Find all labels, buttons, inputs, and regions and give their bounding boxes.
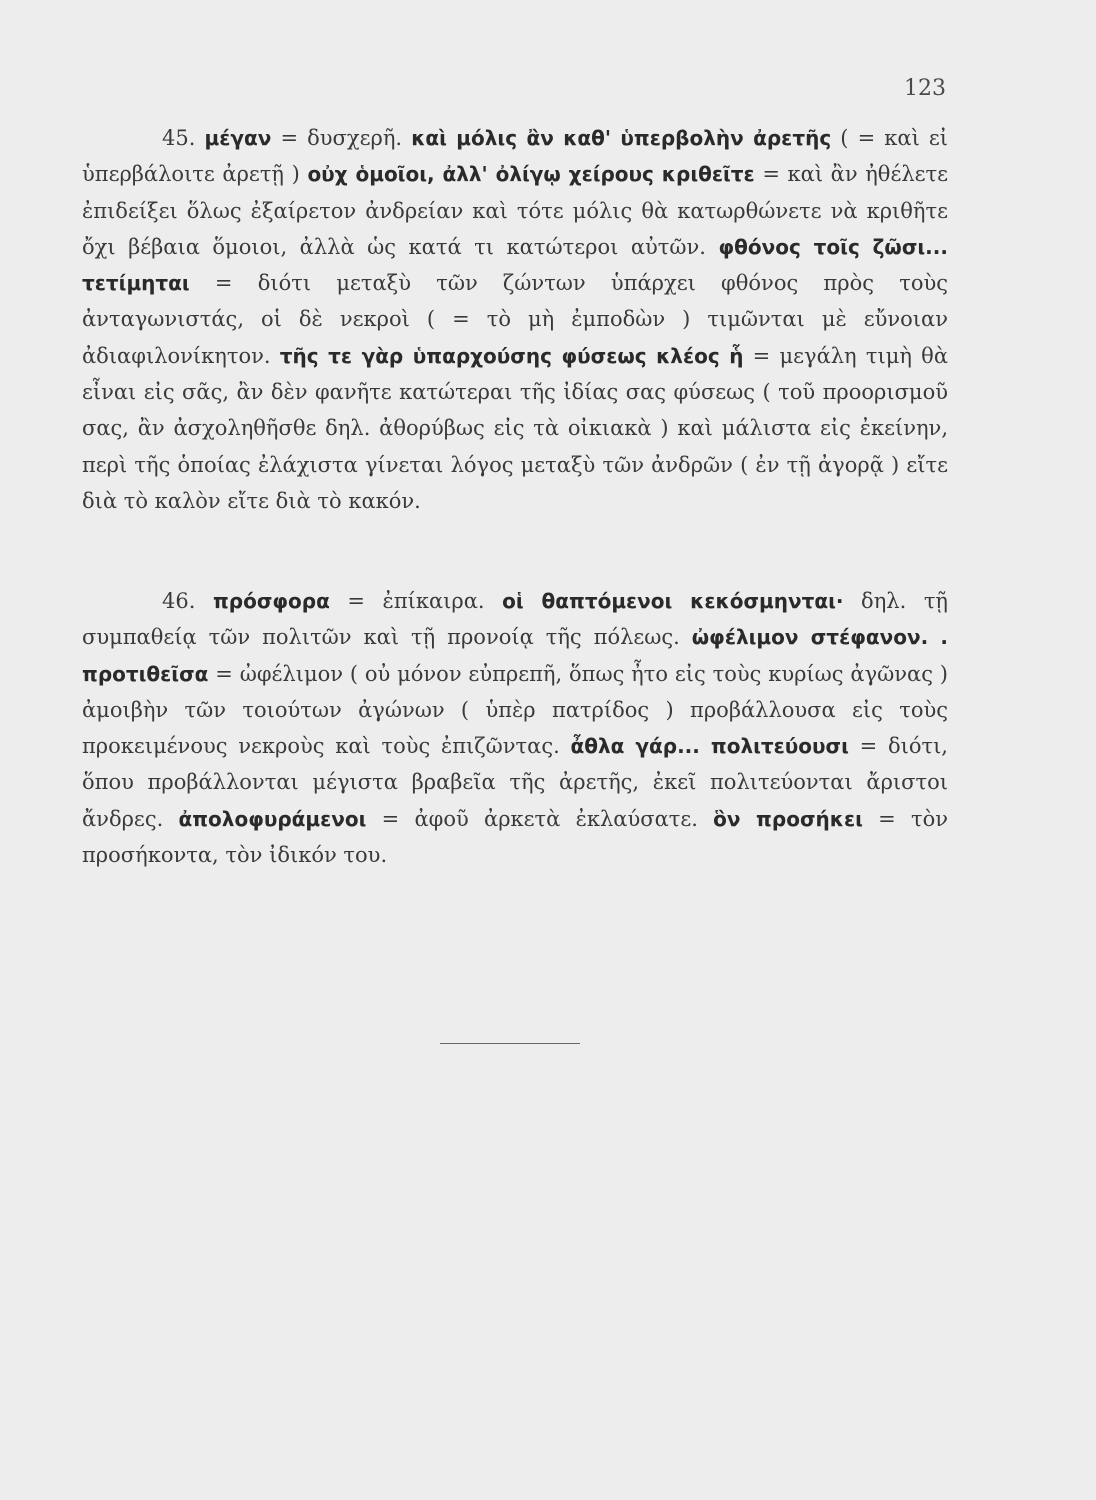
lemma-text: οἱ θαπτόμενοι κεκόσμηνται·: [502, 589, 844, 613]
lemma-text: οὐχ ὁμοῖοι, ἀλλ' ὀλίγῳ χείρους κριθεῖτε: [307, 162, 755, 187]
paragraph-46: [82, 583, 948, 873]
lemma-text: μέγαν: [204, 126, 272, 150]
commentary-text: = ὠφέλιμον ( οὐ μόνον εὐπρεπῆ, ὅπως ἦτο εἰς τοὺς κυρίως ἀγῶνας ) ἀμοιβὴν τῶν τοιούτων ἀγώνων ( ὑπὲρ πατρίδος ) προβάλλουσα εἰς τοὺς προκειμένους νεκροὺς καὶ τοὺς ἐπιζῶντας.: [82, 661, 948, 759]
commentary-text: = ἐπίκαιρα.: [329, 589, 503, 613]
commentary-text: = διότι μεταξὺ τῶν ζώντων ὑπάρχει φθόνος πρὸς τοὺς ἀνταγωνιστάς, οἱ δὲ νεκροὶ ( = τὸ μὴ ἐμποδὼν ) τιμῶνται μὲ εὔνοιαν ἀδιαφιλονίκητον.: [82, 271, 948, 368]
lemma-text: φθόνος τοῖς ζῶσι... τετίμηται: [82, 234, 948, 296]
commentary-text: δηλ. τῇ συμπαθείᾳ τῶν πολιτῶν καὶ τῇ προνοίᾳ τῆς πόλεως.: [82, 589, 949, 650]
commentary-text: = τὸν προσήκοντα, τὸν ἰδικόν του.: [82, 806, 948, 868]
lemma-text: πρόσφορα: [212, 589, 330, 613]
commentary-text: = καὶ ἂν ἠθέλετε ἐπιδείξει ὅλως ἐξαίρετον ἀνδρείαν καὶ τότε μόλις θὰ κατωρθώνετε νὰ κριθῆτε ὄχι βέβαια ὅμοιοι, ἀλλὰ ὡς κατά τι κατώτεροι αὐτῶν.: [82, 162, 949, 259]
commentary-text: = ἀφοῦ ἀρκετὰ ἐκλαύσατε.: [366, 806, 714, 831]
commentary-text: 45.: [162, 126, 205, 150]
commentary-text: ( = καὶ εἰ ὑπερβάλοιτε ἀρετῇ ): [82, 126, 949, 187]
lemma-text: ἀπολοφυράμενοι: [178, 806, 367, 831]
commentary-text: 46.: [162, 589, 213, 613]
lemma-text: τῆς τε γὰρ ὑπαρχούσης φύσεως κλέος ἧ: [279, 343, 744, 368]
commentary-text: = μεγάλη τιμὴ θὰ εἶναι εἰς σᾶς, ἂν δὲν φανῆτε κατώτεραι τῆς ἰδίας σας φύσεως ( τοῦ προορισμοῦ σας, ἂν ἀσχοληθῆσθε δηλ. ἀθορύβως εἰς τὰ οἰκιακὰ ) καὶ μάλιστα εἰς ἐκείνην, περὶ τῆς ὁποίας ἐλάχιστα γίνεται λόγος μεταξὺ τῶν ἀνδρῶν ( ἐν τῇ ἀγορᾷ ) εἴτε διὰ τὸ καλὸν εἴτε διὰ τὸ κακόν.: [82, 343, 949, 513]
page-number: 123: [904, 76, 946, 101]
commentary-text: = διότι, ὅπου προβάλλονται μέγιστα βραβεῖα τῆς ἀρετῆς, ἐκεῖ πολιτεύονται ἄριστοι ἄνδρες.: [82, 734, 948, 831]
paragraph-45: [82, 120, 948, 519]
lemma-text: ὃν προσήκει: [713, 806, 863, 831]
section-separator: [440, 1043, 580, 1044]
commentary-text: = δυσχερῆ.: [271, 126, 412, 150]
lemma-text: ὠφέλιμον στέφανον. . προτιθεῖσα: [82, 625, 949, 686]
lemma-text: καὶ μόλις ἂν καθ' ὑπερβολὴν ἀρετῆς: [411, 126, 832, 150]
lemma-text: ἆθλα γάρ... πολιτεύουσι: [570, 734, 849, 759]
